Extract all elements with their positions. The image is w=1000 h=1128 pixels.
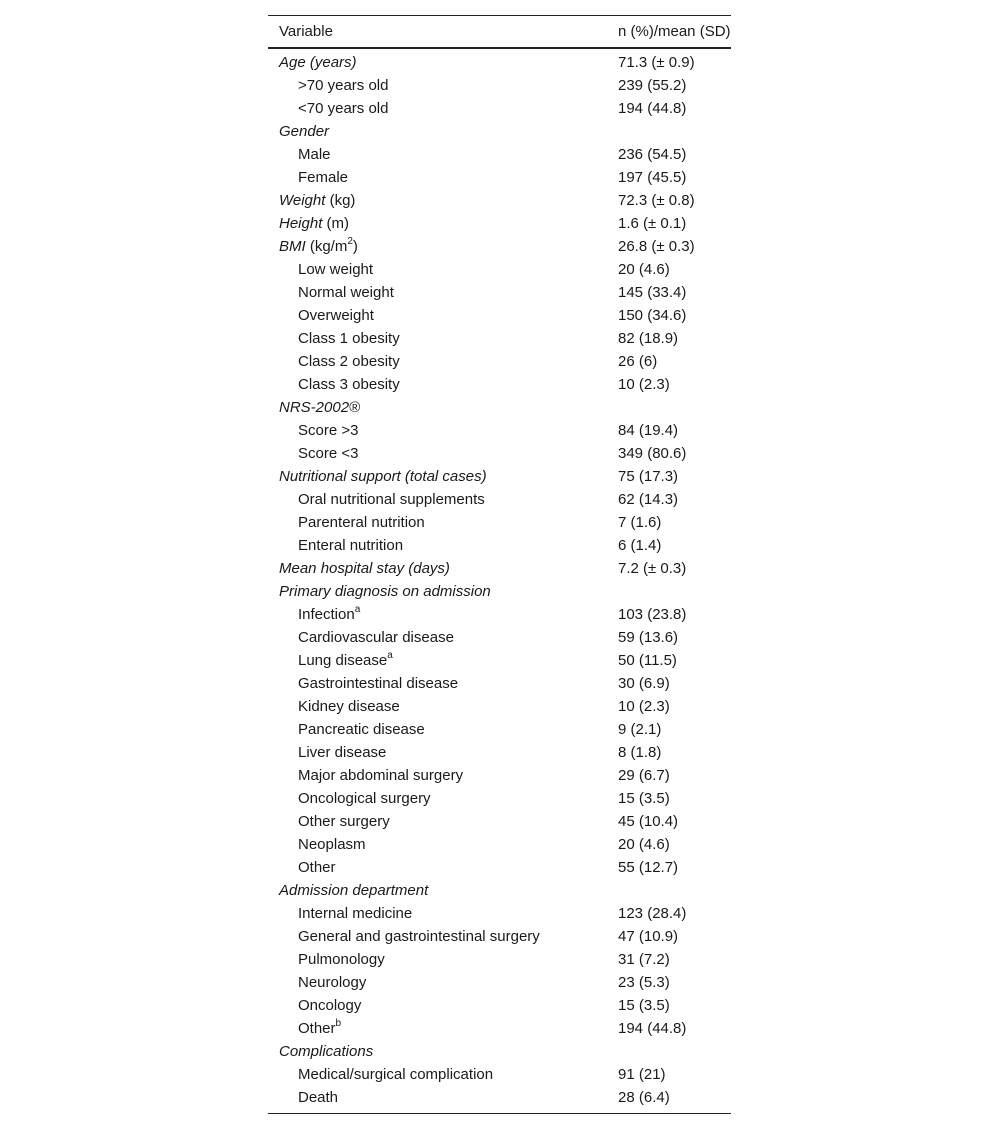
- row-value: 10 (2.3): [618, 376, 670, 393]
- row-label-text: Pancreatic disease: [298, 721, 425, 738]
- row-label-text: Score >3: [298, 422, 359, 439]
- row-label-italic: Age (years): [279, 54, 357, 71]
- row-value: 150 (34.6): [618, 307, 687, 324]
- row-value: 59 (13.6): [618, 629, 679, 646]
- footnote-marker: a: [354, 604, 361, 615]
- row-label-italic: Nutritional support (total cases): [279, 468, 487, 485]
- table-row: [268, 511, 731, 534]
- row-label-text: Normal weight: [298, 284, 394, 301]
- row-label-text: Death: [298, 1089, 339, 1106]
- row-label: [268, 419, 607, 442]
- row-value: [607, 120, 731, 143]
- row-value: 10 (2.3): [618, 698, 670, 715]
- row-value: 31 (7.2): [618, 951, 670, 968]
- row-label-italic: Admission department: [279, 882, 429, 899]
- table-row: [268, 603, 731, 626]
- row-value: 9 (2.1): [618, 721, 662, 738]
- row-label: [268, 580, 607, 603]
- row-label: [268, 971, 607, 994]
- row-label: [268, 1086, 607, 1114]
- table-row: [268, 1063, 731, 1086]
- row-value: 1.6 (± 0.1): [618, 215, 687, 232]
- row-value: 7.2 (± 0.3): [618, 560, 687, 577]
- row-label-text: Oral nutritional supplements: [298, 491, 485, 508]
- row-value: 50 (11.5): [618, 652, 677, 669]
- row-label: [268, 787, 607, 810]
- table-row: [268, 948, 731, 971]
- table-row: [268, 120, 731, 143]
- table-row: [268, 672, 731, 695]
- row-label-text: Class 1 obesity: [298, 330, 400, 347]
- row-label-text: Class 2 obesity: [298, 353, 400, 370]
- table-row: [268, 741, 731, 764]
- table-row: [268, 74, 731, 97]
- table-row: [268, 695, 731, 718]
- row-label: [268, 879, 607, 902]
- row-label-text: Gastrointestinal disease: [298, 675, 459, 692]
- row-label-text: Low weight: [298, 261, 374, 278]
- row-value: 20 (4.6): [618, 261, 670, 278]
- row-label-text: Internal medicine: [298, 905, 413, 922]
- row-label-text: General and gastrointestinal surgery: [298, 928, 540, 945]
- table-row: [268, 396, 731, 419]
- table-row: [268, 649, 731, 672]
- row-value: 62 (14.3): [618, 491, 679, 508]
- row-label: [268, 948, 607, 971]
- row-label: [268, 534, 607, 557]
- table-body: [268, 48, 731, 1114]
- table-row: [268, 327, 731, 350]
- table-row: [268, 48, 731, 74]
- row-value: 123 (28.4): [618, 905, 687, 922]
- table-row: [268, 304, 731, 327]
- table-row: [268, 97, 731, 120]
- table-row: [268, 373, 731, 396]
- row-label-text: Score <3: [298, 445, 359, 462]
- table-row: [268, 442, 731, 465]
- row-label-italic: Gender: [279, 123, 330, 140]
- table-row: [268, 557, 731, 580]
- row-label: [268, 304, 607, 327]
- row-label-text: <70 years old: [298, 100, 389, 117]
- row-label: [268, 741, 607, 764]
- row-label-text: Cardiovascular disease: [298, 629, 454, 646]
- table-row: [268, 189, 731, 212]
- row-label: [268, 465, 607, 488]
- table-row: [268, 488, 731, 511]
- row-label-text: Other: [298, 1020, 336, 1037]
- table-row: [268, 764, 731, 787]
- row-label: [268, 189, 607, 212]
- table-header: [268, 16, 731, 49]
- footnote-marker: b: [335, 1018, 342, 1029]
- table-row: [268, 166, 731, 189]
- row-label-italic: NRS-2002®: [279, 399, 361, 416]
- row-label-italic: Mean hospital stay (days): [279, 560, 450, 577]
- row-label: [268, 672, 607, 695]
- row-label: [268, 856, 607, 879]
- patient-characteristics-table: [268, 15, 731, 1114]
- row-value: 47 (10.9): [618, 928, 679, 945]
- row-value: 15 (3.5): [618, 790, 670, 807]
- row-label: [268, 281, 607, 304]
- row-label-italic: Primary diagnosis on admission: [279, 583, 491, 600]
- row-label-italic: Height: [279, 215, 323, 232]
- row-label-text: Neoplasm: [298, 836, 366, 853]
- header-variable: Variable: [268, 16, 607, 49]
- header-row: [268, 16, 731, 49]
- row-label: [268, 695, 607, 718]
- row-label-text: Pulmonology: [298, 951, 385, 968]
- row-value: 6 (1.4): [618, 537, 662, 554]
- table-row: [268, 1040, 731, 1063]
- table-row: [268, 350, 731, 373]
- row-value: 55 (12.7): [618, 859, 679, 876]
- row-label: [268, 557, 607, 580]
- row-label-text: Major abdominal surgery: [298, 767, 464, 784]
- table-row: [268, 626, 731, 649]
- row-label: [268, 143, 607, 166]
- row-label-unit: (kg): [325, 192, 356, 209]
- table-row: [268, 879, 731, 902]
- row-label-text: Overweight: [298, 307, 374, 324]
- table-row: [268, 281, 731, 304]
- table-row: [268, 1017, 731, 1040]
- row-label-text: Infection: [298, 606, 355, 623]
- row-value: [607, 879, 731, 902]
- row-label-text: Oncological surgery: [298, 790, 431, 807]
- table-row: [268, 787, 731, 810]
- row-label: [268, 925, 607, 948]
- row-value: 197 (45.5): [618, 169, 687, 186]
- row-value: 30 (6.9): [618, 675, 670, 692]
- row-label: [268, 1040, 607, 1063]
- row-value: 236 (54.5): [618, 146, 687, 163]
- row-label: [268, 442, 607, 465]
- table-row: [268, 258, 731, 281]
- row-label: [268, 511, 607, 534]
- row-label: [268, 1017, 607, 1040]
- table-row: [268, 971, 731, 994]
- row-label-italic: Weight: [279, 192, 326, 209]
- row-label: [268, 902, 607, 925]
- row-label-text: Lung disease: [298, 652, 388, 669]
- row-value: 20 (4.6): [618, 836, 670, 853]
- row-value: [607, 396, 731, 419]
- table-row: [268, 718, 731, 741]
- superscript: 2: [347, 236, 353, 247]
- row-value: 239 (55.2): [618, 77, 687, 94]
- row-label: [268, 48, 607, 74]
- row-value: 103 (23.8): [618, 606, 687, 623]
- row-label-text: Liver disease: [298, 744, 387, 761]
- table-row: [268, 235, 731, 258]
- row-value: 15 (3.5): [618, 997, 670, 1014]
- row-label: [268, 764, 607, 787]
- row-label-text: Parenteral nutrition: [298, 514, 425, 531]
- row-label: [268, 258, 607, 281]
- row-value: 82 (18.9): [618, 330, 679, 347]
- row-label: [268, 74, 607, 97]
- footnote-marker: a: [387, 650, 393, 661]
- row-value: 84 (19.4): [618, 422, 679, 439]
- row-label-text: Medical/surgical complication: [298, 1066, 494, 1083]
- row-label: [268, 120, 607, 143]
- row-label-text: Oncology: [298, 997, 362, 1014]
- table-row: [268, 419, 731, 442]
- row-label-text: Male: [298, 146, 331, 163]
- row-label-text: Kidney disease: [298, 698, 400, 715]
- row-value: [607, 580, 731, 603]
- row-value: 349 (80.6): [618, 445, 687, 462]
- table-row: [268, 994, 731, 1017]
- row-value: 194 (44.8): [618, 1020, 687, 1037]
- row-label: [268, 718, 607, 741]
- table-row: [268, 580, 731, 603]
- table-row: [268, 833, 731, 856]
- row-value: 91 (21): [618, 1066, 666, 1083]
- row-label-text: Other: [298, 859, 336, 876]
- row-label: [268, 327, 607, 350]
- row-label-text: Other surgery: [298, 813, 390, 830]
- row-label-text: Class 3 obesity: [298, 376, 400, 393]
- row-value: 29 (6.7): [618, 767, 670, 784]
- row-label-text: Enteral nutrition: [298, 537, 404, 554]
- row-label-text: Female: [298, 169, 349, 186]
- row-label: [268, 1063, 607, 1086]
- row-label: [268, 373, 607, 396]
- row-label: [268, 396, 607, 419]
- table-row: [268, 856, 731, 879]
- row-label: [268, 212, 607, 235]
- row-value: 26 (6): [618, 353, 658, 370]
- row-label: [268, 350, 607, 373]
- row-value: 28 (6.4): [618, 1089, 670, 1106]
- table-row: [268, 1086, 731, 1114]
- row-label-text: >70 years old: [298, 77, 389, 94]
- table-row: [268, 143, 731, 166]
- table-row: [268, 925, 731, 948]
- row-label: [268, 649, 607, 672]
- row-label: [268, 626, 607, 649]
- row-label-unit-close: ): [352, 238, 358, 255]
- table-row: [268, 902, 731, 925]
- row-label: [268, 994, 607, 1017]
- table-row: [268, 534, 731, 557]
- row-value: 71.3 (± 0.9): [618, 54, 695, 71]
- table-row: [268, 810, 731, 833]
- row-value: 75 (17.3): [618, 468, 679, 485]
- row-label-unit: (m): [322, 215, 350, 232]
- row-label: [268, 833, 607, 856]
- row-label-unit: (kg/m: [305, 238, 348, 255]
- row-value: 194 (44.8): [618, 100, 687, 117]
- row-label-text: Neurology: [298, 974, 367, 991]
- row-value: 145 (33.4): [618, 284, 687, 301]
- row-value: 45 (10.4): [618, 813, 679, 830]
- row-value: 8 (1.8): [618, 744, 662, 761]
- row-label: [268, 603, 607, 626]
- row-value: 23 (5.3): [618, 974, 670, 991]
- patient-characteristics-table-container: [268, 15, 731, 1114]
- table-row: [268, 465, 731, 488]
- row-label: [268, 97, 607, 120]
- row-label: [268, 810, 607, 833]
- row-label-italic: Complications: [279, 1043, 374, 1060]
- row-value: [607, 1040, 731, 1063]
- row-value: 72.3 (± 0.8): [618, 192, 695, 209]
- row-value: 7 (1.6): [618, 514, 662, 531]
- row-label: [268, 488, 607, 511]
- table-row: [268, 212, 731, 235]
- row-label-italic: BMI: [279, 238, 306, 255]
- row-label: [268, 166, 607, 189]
- header-value: n (%)/mean (SD): [607, 16, 731, 49]
- row-label: [268, 235, 607, 258]
- row-value: 26.8 (± 0.3): [618, 238, 695, 255]
